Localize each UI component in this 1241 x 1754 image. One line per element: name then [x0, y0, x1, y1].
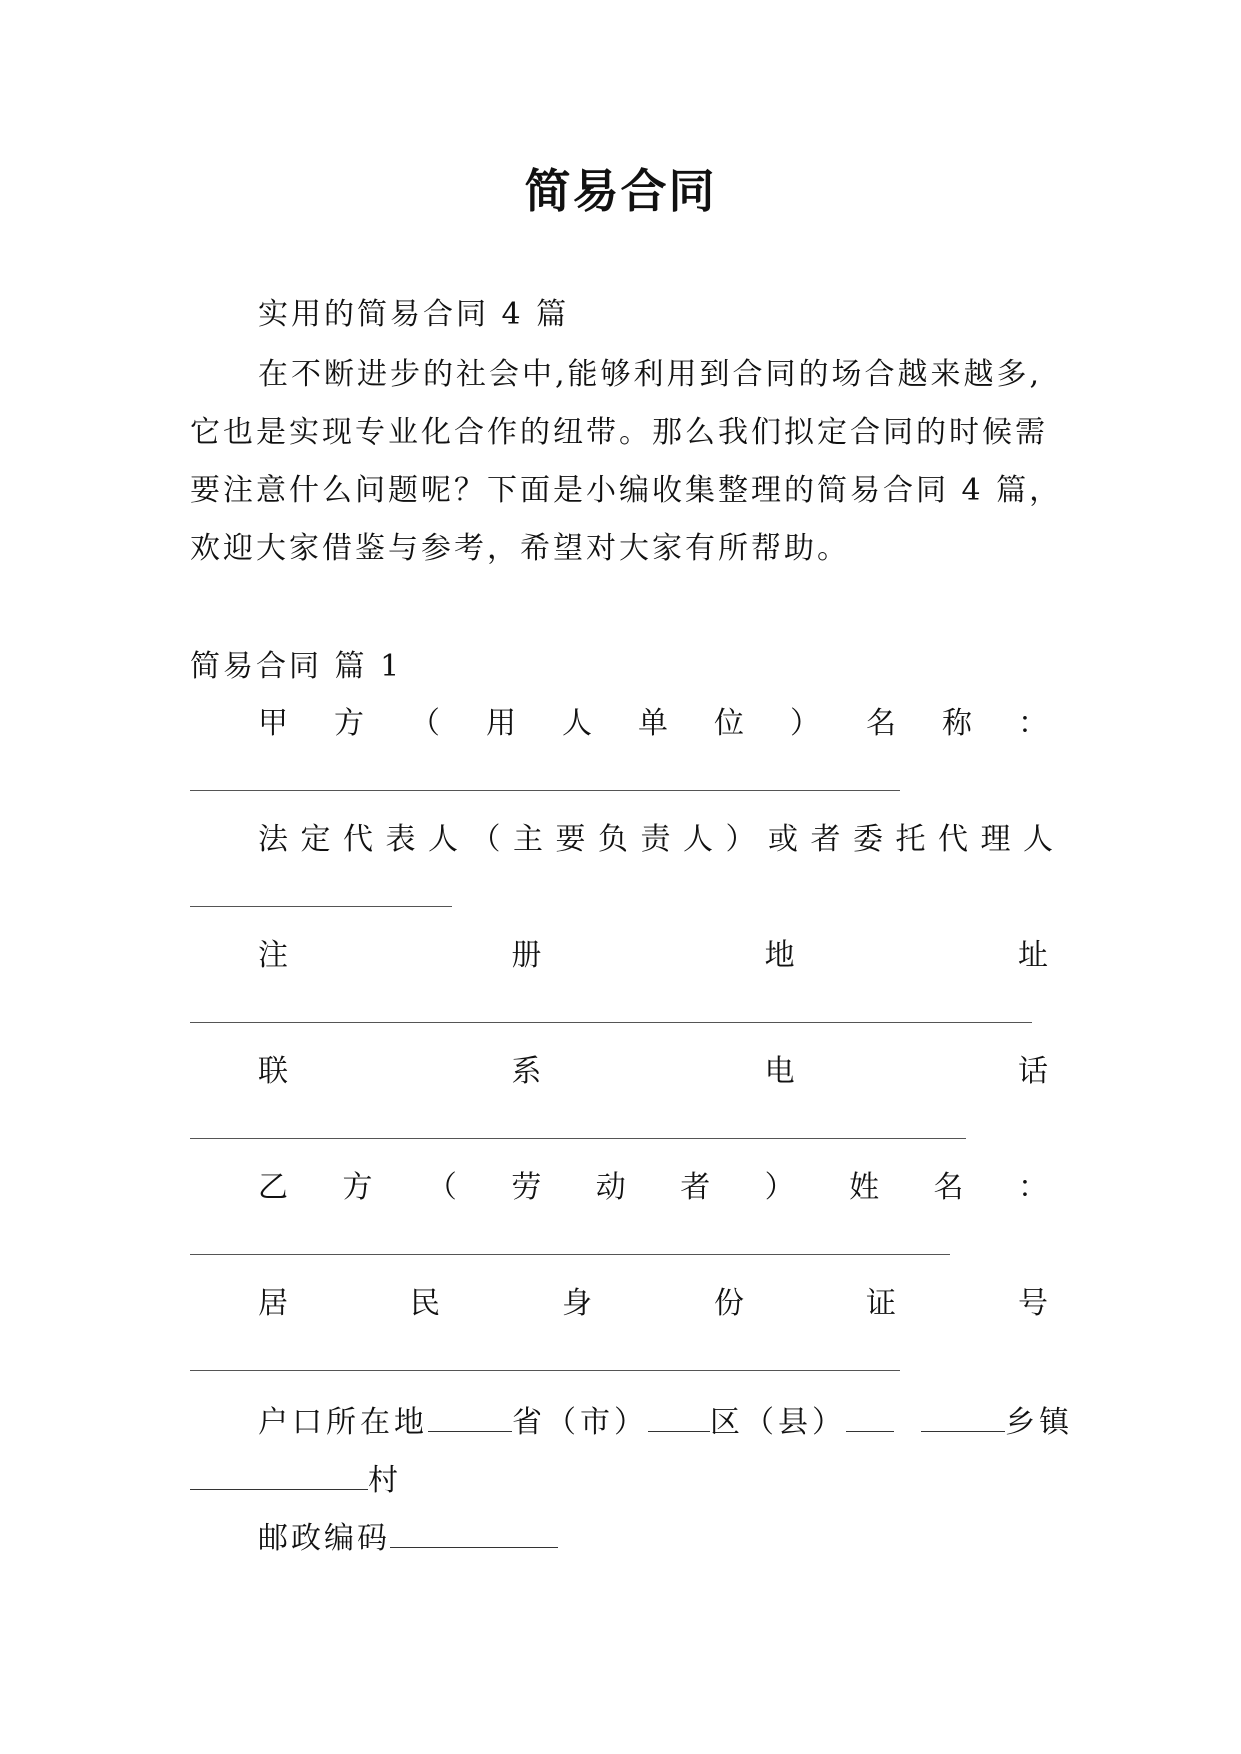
phone-label — [258, 1053, 1048, 1091]
intro-line-1: 在不断进步的社会中,能够利用到合同的场合越来越多, — [258, 357, 1043, 392]
section-heading: 简易合同 篇 1 — [190, 649, 403, 684]
label-char: 名 — [866, 706, 896, 741]
label-char: 人 — [562, 706, 592, 741]
intro-line-3: 要注意什么问题呢？下面是小编收集整理的简易合同 4 篇， — [190, 473, 1063, 508]
hukou-province-blank[interactable] — [428, 1401, 512, 1432]
label-char: 注 — [258, 938, 288, 973]
intro-subtitle: 实用的简易合同 4 篇 — [258, 297, 570, 332]
hukou-district-blank[interactable] — [648, 1401, 710, 1432]
party-b-name-label — [258, 1169, 1048, 1207]
legal-rep-label: 法定代表人（主要负责人）或者委托代理人 — [258, 822, 1066, 857]
document-title: 简易合同 — [524, 164, 717, 218]
postcode-line — [258, 1517, 558, 1558]
label-char: 甲 — [258, 706, 288, 741]
label-char: 方 — [342, 1170, 373, 1205]
label-char: 姓 — [849, 1170, 880, 1205]
label-char: 份 — [714, 1286, 744, 1321]
hukou-village-label: 村 — [368, 1463, 401, 1498]
label-char: （ — [426, 1170, 457, 1205]
id-number-label — [258, 1285, 1048, 1323]
label-char: （ — [410, 706, 440, 741]
hukou-district-label: 区（县） — [710, 1405, 846, 1440]
hukou-county-blank[interactable] — [846, 1401, 894, 1432]
label-char: 话 — [1017, 1054, 1048, 1089]
label-char: 联 — [258, 1054, 288, 1089]
label-char: 劳 — [511, 1170, 542, 1205]
label-char: 地 — [764, 938, 795, 973]
label-char: ） — [790, 706, 820, 741]
intro-line-4: 欢迎大家借鉴与参考，希望对大家有所帮助。 — [190, 531, 850, 566]
label-char: 称 — [942, 706, 972, 741]
label-char: 系 — [511, 1054, 542, 1089]
label-char: 居 — [258, 1286, 288, 1321]
label-char: ： — [1017, 1170, 1048, 1205]
hukou-province-label: 省（市） — [512, 1405, 648, 1440]
hukou-village-line — [190, 1459, 401, 1500]
label-char: 单 — [638, 706, 668, 741]
postcode-blank[interactable] — [390, 1517, 558, 1548]
hukou-village-blank[interactable] — [190, 1459, 368, 1490]
party-a-name-blank[interactable] — [190, 790, 900, 791]
label-char: 证 — [866, 1286, 896, 1321]
phone-blank[interactable] — [190, 1138, 966, 1139]
label-char: 者 — [680, 1170, 711, 1205]
label-char: 动 — [595, 1170, 626, 1205]
label-char: 方 — [334, 706, 364, 741]
label-char: 乙 — [258, 1170, 288, 1205]
label-char: 电 — [764, 1054, 795, 1089]
reg-address-blank[interactable] — [190, 1022, 1032, 1023]
hukou-label: 户口所在地 — [258, 1405, 428, 1440]
label-char: 号 — [1018, 1286, 1048, 1321]
legal-rep-blank[interactable] — [190, 906, 452, 907]
label-char: ： — [1018, 706, 1048, 741]
label-char: 用 — [486, 706, 516, 741]
label-char: 址 — [1017, 938, 1048, 973]
party-a-name-label — [258, 705, 1048, 743]
id-number-blank[interactable] — [190, 1370, 900, 1371]
label-char: 册 — [511, 938, 542, 973]
label-char: 身 — [562, 1286, 592, 1321]
label-char: 民 — [410, 1286, 440, 1321]
party-b-name-blank[interactable] — [190, 1254, 950, 1255]
label-char: 名 — [933, 1170, 964, 1205]
hukou-town-label: 乡镇 — [1005, 1405, 1074, 1440]
label-char: 位 — [714, 706, 744, 741]
reg-address-label — [258, 937, 1048, 975]
hukou-line — [258, 1401, 1073, 1442]
hukou-town-blank[interactable] — [921, 1401, 1005, 1432]
intro-line-2: 它也是实现专业化合作的纽带。那么我们拟定合同的时候需 — [190, 415, 1048, 450]
label-char: ） — [764, 1170, 795, 1205]
postcode-label: 邮政编码 — [258, 1521, 390, 1556]
